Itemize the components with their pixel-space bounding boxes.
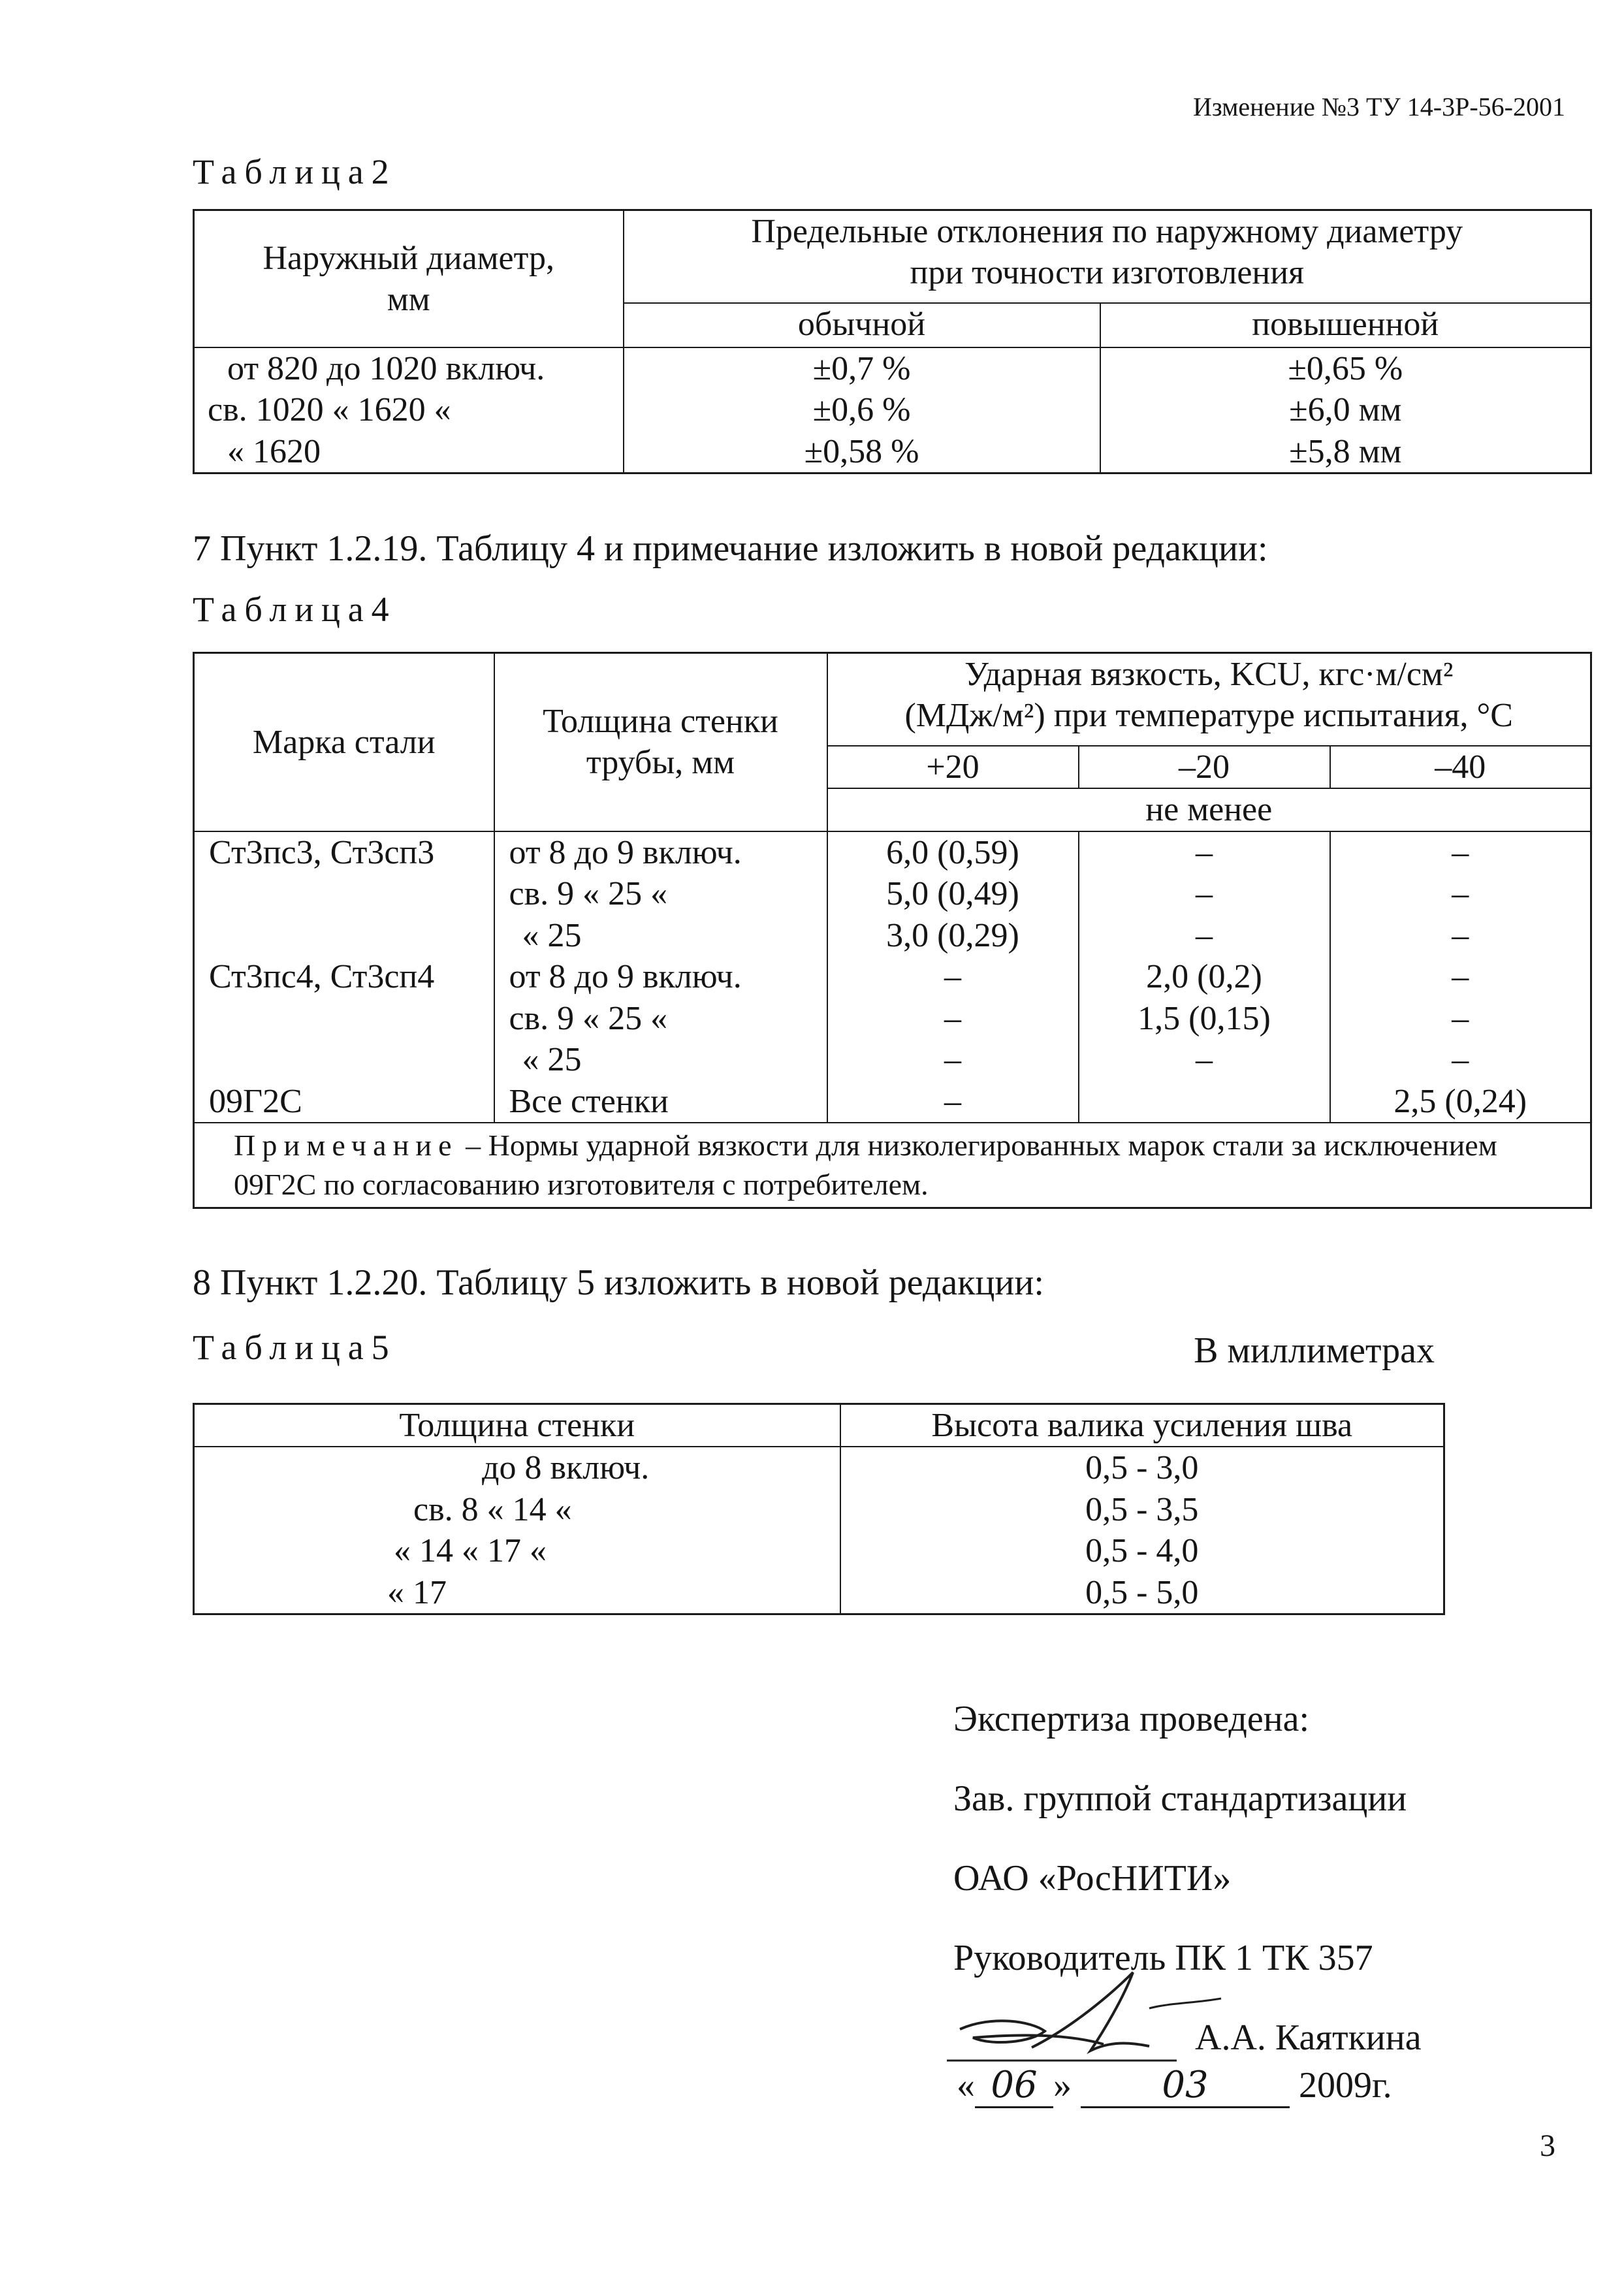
signature-date: « 06 » 03 2009г.	[957, 2064, 1392, 2108]
t4-temp-minus40: –40	[1330, 746, 1591, 788]
t5-header-height: Высота валика усиления шва	[840, 1404, 1444, 1447]
t4-header-thickness: Толщина стенки трубы, мм	[494, 653, 827, 831]
t4-temp-plus20: +20	[827, 746, 1079, 788]
table-row: « 1620 ±0,58 % ±5,8 мм	[194, 431, 1591, 473]
sign-line-group: Зав. группой стандартизации	[953, 1778, 1407, 1819]
table-row: св. 1020 « 1620 « ±0,6 % ±6,0 мм	[194, 389, 1591, 430]
paragraph-8: 8 Пункт 1.2.20. Таблицу 5 изложить в новой редакции:	[193, 1262, 1044, 1303]
document-reference: Изменение №3 ТУ 14-3Р-56-2001	[1192, 92, 1565, 121]
date-month: 03	[1081, 2064, 1290, 2108]
table-row: от 820 до 1020 включ. ±0,7 % ±0,65 %	[194, 347, 1591, 389]
t2-header-diameter: Наружный диаметр, мм	[194, 210, 624, 348]
table-row: « 14 « 17 « 0,5 - 4,0	[194, 1530, 1444, 1571]
table-5	[193, 1403, 1445, 1615]
t4-note	[194, 1123, 1591, 1208]
table-4	[193, 652, 1592, 1209]
table-row: до 8 включ. 0,5 - 3,0	[194, 1447, 1444, 1488]
table-row: Ст3пс4, Ст3сп4 от 8 до 9 включ. – 2,0 (0,2) –	[194, 956, 1591, 997]
date-year: 2009г.	[1299, 2065, 1392, 2106]
signer-name: А.А. Каяткина	[1195, 2017, 1422, 2058]
t2-header-normal: обычной	[624, 303, 1100, 347]
table-row: « 25 3,0 (0,29) – –	[194, 915, 1591, 956]
table5-units: В миллиметрах	[1194, 1330, 1435, 1371]
date-day: 06	[975, 2064, 1053, 2108]
table-row: св. 9 « 25 « 5,0 (0,49) – –	[194, 873, 1591, 914]
t4-header-steel: Марка стали	[194, 653, 494, 831]
t5-header-thickness: Толщина стенки	[194, 1404, 840, 1447]
table5-caption: Таблица5	[193, 1328, 397, 1367]
page-number: 3	[1540, 2128, 1555, 2163]
table-row: Ст3пс3, Ст3сп3 от 8 до 9 включ. 6,0 (0,59) – –	[194, 831, 1591, 873]
table2-caption: Таблица2	[193, 152, 397, 191]
t4-not-less: не менее	[827, 788, 1591, 831]
t2-header-deviations: Предельные отклонения по наружному диаметру при точности изготовления	[624, 210, 1591, 304]
table4-caption: Таблица4	[193, 590, 397, 629]
t4-header-impact: Ударная вязкость, KCU, кгс·м/см² (МДж/м²) при температуре испытания, °С	[827, 653, 1591, 746]
sign-line-head: Руководитель ПК 1 ТК 357	[953, 1938, 1373, 1978]
paragraph-7: 7 Пункт 1.2.19. Таблицу 4 и примечание изложить в новой редакции:	[193, 528, 1268, 569]
note-text: – Нормы ударной вязкости для низколегированных марок стали за исключением 09Г2С по согласованию изготовителя с потребителем.	[234, 1128, 1497, 1201]
table-row: « 17 0,5 - 5,0	[194, 1572, 1444, 1614]
note-label: Примечание	[234, 1128, 458, 1162]
sign-line-company: ОАО «РосНИТИ»	[953, 1858, 1232, 1899]
table-row: « 25 – – –	[194, 1039, 1591, 1080]
table-row: 09Г2С Все стенки – 2,5 (0,24)	[194, 1081, 1591, 1123]
sign-line-expertise: Экспертиза проведена:	[953, 1699, 1310, 1739]
t4-temp-minus20: –20	[1079, 746, 1330, 788]
table-row: св. 8 « 14 « 0,5 - 3,5	[194, 1489, 1444, 1530]
t2-header-increased: повышенной	[1100, 303, 1591, 347]
table-2	[193, 209, 1592, 474]
table-row: св. 9 « 25 « – 1,5 (0,15) –	[194, 998, 1591, 1039]
